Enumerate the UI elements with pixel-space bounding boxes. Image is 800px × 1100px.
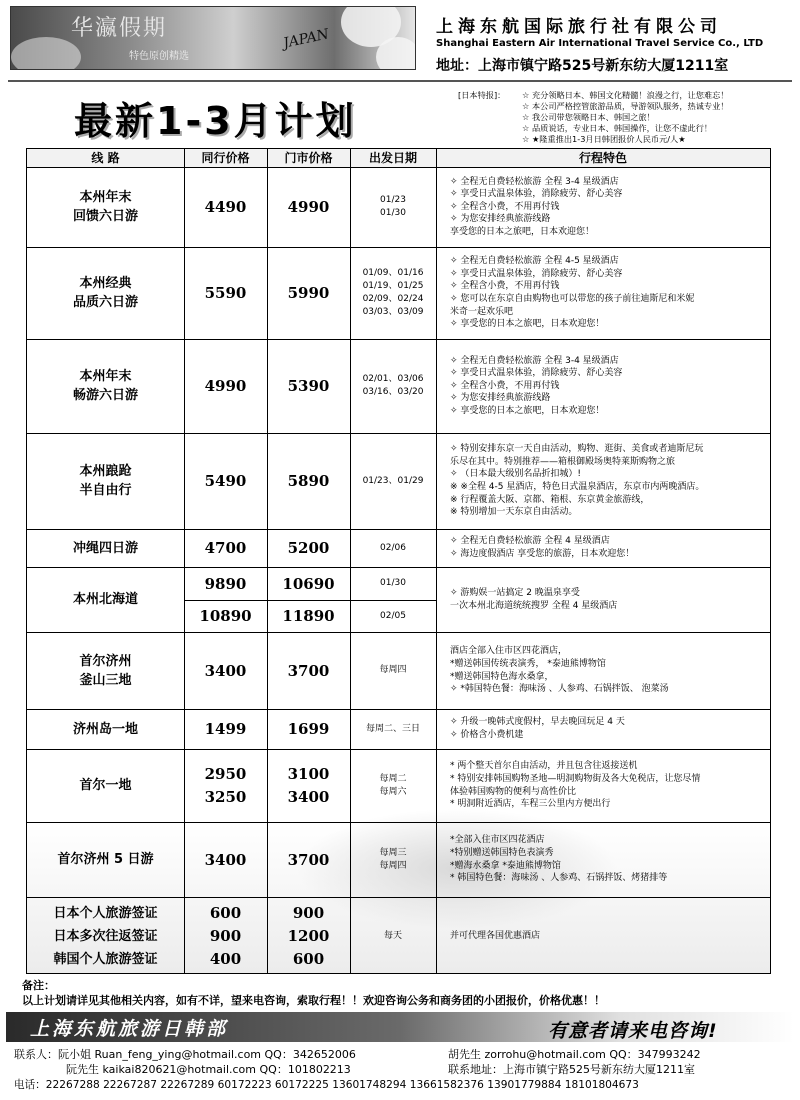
peer-price: 4490: [204, 198, 247, 216]
peer-price: 5590: [204, 284, 247, 302]
peer-price: 10890: [199, 607, 252, 625]
route-name: 首尔济州 釜山三地: [79, 653, 132, 688]
retail-price: 5990: [287, 284, 330, 302]
departure-date: 02/05: [380, 610, 406, 621]
itinerary-features: ✧ 升级一晚韩式度假村，早去晚回玩足 4 天 ✧ 价格含小费机建: [450, 717, 625, 740]
remark-heading: 备注：: [22, 979, 55, 992]
itinerary-features: *全部入住市区四花酒店 *特别赠送韩国特色表演秀 *赠海水桑拿 *泰迪熊博物馆 * 韩国特色餐：海味汤 、人参鸡、石锅拌饭、烤猪排等: [450, 835, 668, 884]
route-name: 本州踉跄 半自由行: [79, 464, 132, 498]
peer-price: 9890: [204, 574, 247, 593]
itinerary-table: [26, 148, 771, 974]
itinerary-features: 酒店全部入住市区四花酒店， *赠送韩国传统表演秀， *泰迪熊博物馆 *赠送韩国特色海水桑拿， ✧ *韩国特色餐：海味汤 、人参鸡、石锅拌饭、 泡菜汤: [450, 646, 669, 695]
company-name-en: Shanghai Eastern Air International Travel Service Co., LTD: [436, 38, 764, 49]
departure-date: 每天: [383, 930, 402, 941]
departure-date: 每周二 每周六: [379, 773, 407, 797]
itinerary-features: ✧ 全程无自费轻松旅游 全程 4-5 星级酒店 ✧ 享受日式温泉体验，消除疲劳、舒心美容 ✧ 全程含小费，不用再付钱 ✧ 您可以在东京自由购物也可以带您的孩子前往迪斯尼和米妮 米奇一起欢乐吧 ✧ 享受您的日本之旅吧，日本欢迎您！: [450, 256, 695, 330]
itinerary-features: ✧ 特别安排东京一天自由活动，购物、逛街、美食或者迪斯尼玩 乐尽在其中。特别推荐——箱根御殿场奥特莱斯购物之旅 ✧ （日本最大级别名品折扣城）! ※ ※全程 4-5 星酒店，特色日式温泉酒店，东京市内两晚酒店。 ※ 行程覆盖大阪、京都、箱根、东京黄金旅游线， ※ 特别增加一天东京自由活动。: [450, 444, 705, 518]
itinerary-features: ✧ 全程无自费轻松旅游 全程 4 星级酒店 ✧ 海边度假酒店 享受您的旅游，日本欢迎您！: [450, 536, 635, 559]
itinerary-features: * 两个整天首尔自由活动，并且包含往返接送机 * 特别安排韩国购物圣地—明洞购物街及各大免税店，让您尽情 体验韩国购物的便利与高性价比 * 明洞附近酒店，车程三公里内方便出行: [450, 761, 701, 810]
departure-date: 01/23、01/29: [362, 475, 424, 486]
retail-price: 3700: [287, 661, 330, 680]
route-name: 本州年末 畅游六日游: [72, 369, 138, 403]
header-departure-date: 出发日期: [350, 149, 436, 168]
header-divider: [8, 80, 792, 82]
route-name: 冲绳四日游: [72, 540, 138, 556]
peer-price: 3400: [204, 661, 247, 680]
contact-hu: 胡先生 zorrohu@hotmail.com QQ：347993242: [448, 1048, 701, 1061]
note-item: ☆ 品质说话，专业日本、韩国操作，让您不虚此行！: [522, 123, 794, 134]
peer-price: 3400: [204, 850, 247, 869]
sub-row-divider: [184, 600, 436, 601]
departure-date: 01/23 01/30: [380, 195, 406, 218]
departure-date: 02/06: [380, 542, 406, 553]
route-name: 日本个人旅游签证 日本多次往返签证 韩国个人旅游签证: [53, 905, 158, 967]
peer-price: 5490: [204, 472, 247, 490]
special-notes: [458, 90, 794, 145]
departure-date: 02/01、03/06 03/16、03/20: [362, 374, 424, 397]
retail-price: 3700: [287, 850, 330, 869]
header-retail-price: 门市价格: [267, 149, 350, 168]
route-name: 本州经典 品质六日游: [72, 276, 138, 310]
retail-price: 5890: [287, 472, 330, 490]
itinerary-features: 并可代理各国优惠酒店: [450, 930, 541, 941]
retail-price: 10690: [282, 574, 335, 593]
peer-price: 4700: [204, 539, 247, 557]
route-name: 本州北海道: [72, 592, 138, 607]
header-banner: [10, 6, 416, 70]
retail-price: 5390: [287, 377, 330, 395]
route-name: 本州年末 回馈六日游: [72, 190, 138, 224]
page-title: 最新1-3月计划: [74, 99, 357, 143]
banner-subtitle: 特色原创精选: [129, 51, 189, 62]
departure-date: 每周四: [379, 665, 407, 675]
itinerary-features: ✧ 游购娱一站搞定 2 晚温泉享受 一次本州北海道统统搜罗 全程 4 星级酒店: [450, 587, 618, 611]
route-name: 济州岛一地: [72, 721, 138, 737]
peer-price: 600 900 400: [209, 903, 242, 968]
header-peer-price: 同行价格: [184, 149, 267, 168]
retail-price: 900 1200 600: [287, 903, 330, 968]
header-features: 行程特色: [436, 149, 770, 168]
note-item: ☆ ★隆重推出1-3月日韩团报价人民币元/人★: [522, 134, 794, 145]
itinerary-features: ✧ 全程无自费轻松旅游 全程 3-4 星级酒店 ✧ 享受日式温泉体验，消除疲劳、舒心美容 ✧ 全程含小费，不用再付钱 ✧ 为您安排经典旅游线路 享受您的日本之旅吧，日本欢迎您！: [450, 176, 623, 237]
route-name: 首尔济州 5 日游: [57, 852, 154, 867]
banner-japan: JAPAN: [281, 26, 331, 52]
retail-price: 5200: [287, 539, 330, 557]
note-item: ☆ 我公司带您领略日本、韩国之旅！: [522, 112, 794, 123]
contact-address: 联系地址：上海市镇宁路525号新东纺大厦1211室: [448, 1063, 695, 1076]
peer-price: 4990: [204, 377, 247, 395]
company-address: 地址：上海市镇宁路525号新东纺大厦1211室: [436, 58, 729, 74]
call-slogan: 有意者请来电咨询!: [548, 1020, 718, 1042]
phone-numbers: 电话：22267288 22267287 22267289 60172223 60172225 13601748294 13661582376 13901779884 18101804673: [14, 1079, 639, 1091]
peer-price: 2950 3250: [204, 764, 247, 806]
departure-date: 每周二、三日: [365, 723, 420, 734]
contact-ruan-feng-ying: 联系人：阮小姐 Ruan_feng_ying@hotmail.com QQ：342652006: [14, 1048, 356, 1061]
retail-price: 11890: [282, 607, 335, 625]
departure-date: 每周三 每周四: [379, 847, 407, 871]
peer-price: 1499: [204, 720, 247, 738]
contact-ruan-kaikai: 阮先生 kaikai820621@hotmail.com QQ：101802213: [66, 1063, 351, 1076]
banner-title: 华瀛假期: [71, 16, 168, 41]
department-name: 上海东航旅游日韩部: [30, 1018, 229, 1040]
header-route: 线 路: [27, 149, 184, 168]
company-name-cn: 上海东航国际旅行社有限公司: [436, 17, 722, 37]
blossom-decoration: [376, 37, 416, 70]
departure-date: 01/09、01/16 01/19、01/25 02/09、02/24 03/03、03/09: [362, 268, 424, 317]
route-name: 首尔一地: [79, 778, 132, 793]
remark-text: 以上计划请详见其他相关内容，如有不详，望来电咨询，索取行程！！欢迎咨询公务和商务团的小团报价，价格优惠！！: [22, 994, 605, 1007]
column-divider: [436, 149, 437, 973]
departure-date: 01/30: [380, 578, 406, 588]
note-item: ☆ 充分领略日本、韩国文化精髓！浪漫之行，让您难忘！: [522, 90, 794, 101]
notes-tag: [日本特报]：: [458, 90, 506, 100]
retail-price: 1699: [287, 720, 330, 738]
note-item: ☆ 本公司严格控管旅游品质，导游领队服务，热诚专业！: [522, 101, 794, 112]
retail-price: 3100 3400: [287, 764, 330, 806]
retail-price: 4990: [287, 198, 330, 216]
itinerary-features: ✧ 全程无自费轻松旅游 全程 3-4 星级酒店 ✧ 享受日式温泉体验，消除疲劳、舒心美容 ✧ 全程含小费，不用再付钱 ✧ 为您安排经典旅游线路 ✧ 享受您的日本之旅吧，日本欢迎您！: [450, 355, 623, 416]
